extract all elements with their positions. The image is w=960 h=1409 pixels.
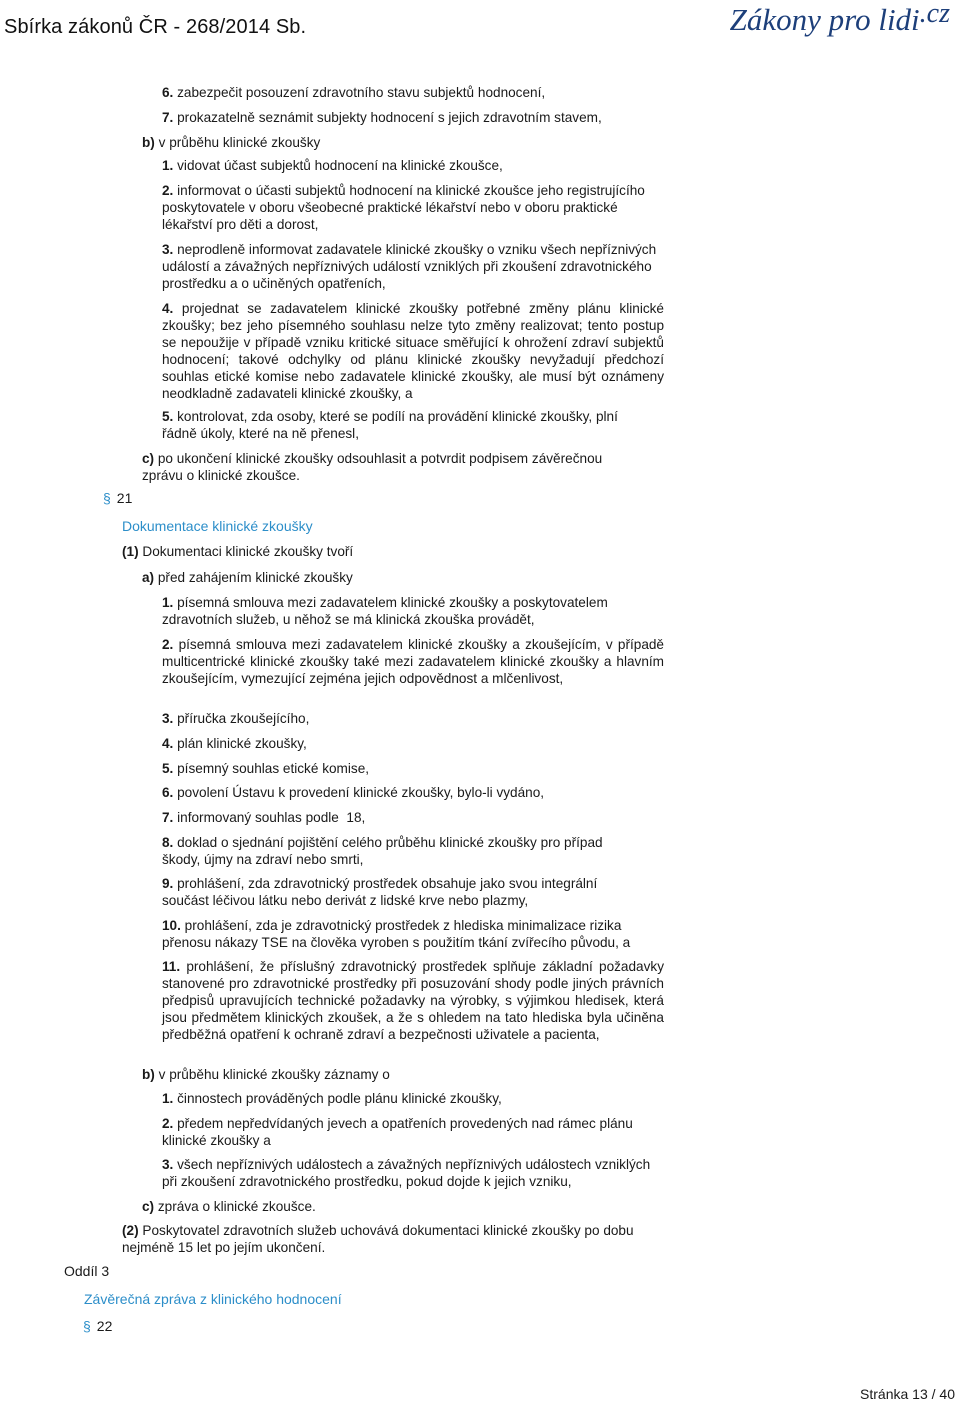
- list-item: 7. informovaný souhlas podle 18,: [162, 810, 366, 825]
- list-item: 6. zabezpečit posouzení zdravotního stavu subjektů hodnocení,: [162, 85, 546, 100]
- list-item: 2. písemná smlouva mezi zadavatelem klinické zkoušky a zkoušejícím, v případě multicentrické klinické zkoušky také mezi zadavatelem klinické zkoušky a hlavním zkoušejícím, vymezující zejména jejich odpovědnost a mlčenlivost,: [162, 637, 664, 686]
- letter-item: c) zpráva o klinické zkoušce.: [142, 1199, 316, 1214]
- page-number: Stránka 13 / 40: [860, 1386, 955, 1402]
- site-logo[interactable]: [730, 2, 950, 38]
- paragraph-number: 21: [116, 490, 133, 506]
- list-item: 2. předem nepředvídaných jevech a opatřeních provedených nad rámec plánu klinické zkoušky a: [162, 1116, 633, 1148]
- list-item: 8. doklad o sjednání pojištění celého průběhu klinické zkoušky pro případ škody, újmy na zdraví nebo smrti,: [162, 835, 603, 867]
- subsection: (2) Poskytovatel zdravotních služeb uchovává dokumentaci klinické zkoušky po dobu nejméně 15 let po jejím ukončení.: [122, 1223, 634, 1255]
- subsection: (1) Dokumentaci klinické zkoušky tvoří: [122, 544, 354, 559]
- letter-item: c) po ukončení klinické zkoušky odsouhlasit a potvrdit podpisem závěrečnou zprávu o klinické zkoušce.: [142, 451, 603, 483]
- list-item: 4. projednat se zadavatelem klinické zkoušky potřebné změny plánu klinické zkoušky; bez jeho písemného souhlasu nelze tyto změny realizovat; tento postup se nepoužije v případě vzniku kritické situace směřující k ohrožení zdraví subjektů hodnocení; takové odchylky od plánu klinické zkoušky nevyžadují předchozí souhlas etické komise nebo zadavatele klinické zkoušky, ale musí být oznámeny neodkladně zadavateli klinické zkoušky, a: [162, 301, 664, 401]
- list-item: 1. písemná smlouva mezi zadavatelem klinické zkoušky a poskytovatelem zdravotních služeb, u něhož se má klinická zkouška provádět,: [162, 595, 608, 627]
- list-item: 6. povolení Ústavu k provedení klinické zkoušky, bylo-li vydáno,: [162, 785, 545, 800]
- letter-item: b) v průběhu klinické zkoušky záznamy o: [142, 1067, 390, 1082]
- list-item: 3. neprodleně informovat zadavatele klinické zkoušky o vzniku všech nepříznivých událostí a závažných nepříznivých událostí vzniklých při zkoušení zdravotnického prostředku a o učiněných opatřeních,: [162, 242, 657, 291]
- paragraph-number: 22: [96, 1318, 113, 1334]
- paragraph-sign: §: [83, 1318, 91, 1334]
- list-item: 4. plán klinické zkoušky,: [162, 736, 307, 751]
- paragraph-22-marker: [83, 1318, 112, 1334]
- list-item: 9. prohlášení, zda zdravotnický prostředek obsahuje jako svou integrální součást léčivou látku nebo derivát z lidské krve nebo plazmy,: [162, 876, 598, 908]
- paragraph-21-marker: [103, 490, 132, 506]
- list-item: 3. všech nepříznivých událostech a závažných nepříznivých událostech vzniklých při zkoušení zdravotnického prostředku, pokud dojde k jejich vzniku,: [162, 1157, 651, 1189]
- logo-suffix: .cz: [919, 0, 950, 29]
- list-item: 5. písemný souhlas etické komise,: [162, 761, 370, 776]
- list-item: 10. prohlášení, zda je zdravotnický prostředek z hlediska minimalizace rizika přenosu nákazy TSE na člověka vyroben s použitím tkání zvířecího původu, a: [162, 918, 631, 950]
- section-heading: Závěrečná zpráva z klinického hodnocení: [84, 1291, 342, 1307]
- document-title: Sbírka zákonů ČR - 268/2014 Sb.: [4, 16, 307, 38]
- list-item: 5. kontrolovat, zda osoby, které se podílí na provádění klinické zkoušky, plní řádně úkoly, které na ně přenesl,: [162, 409, 618, 441]
- division-label: Oddíl 3: [64, 1263, 110, 1279]
- list-item: 1. činnostech prováděných podle plánu klinické zkoušky,: [162, 1091, 502, 1106]
- list-item: 3. příručka zkoušejícího,: [162, 711, 310, 726]
- letter-item: a) před zahájením klinické zkoušky: [142, 570, 353, 585]
- letter-item: b) v průběhu klinické zkoušky: [142, 135, 321, 150]
- section-heading: Dokumentace klinické zkoušky: [122, 518, 313, 534]
- list-item: 1. vidovat účast subjektů hodnocení na klinické zkoušce,: [162, 158, 503, 173]
- list-item: 11. prohlášení, že příslušný zdravotnický prostředek splňuje základní požadavky stanovené pro zdravotnické prostředky při posuzování shody podle jiných právních předpisů upravujících technické požadavky na výrobky, s výjimkou hledisek, která jsou předmětem klinických zkoušek, a že s ohledem na tato hlediska byla učiněna předběžná opatření k ochraně zdraví a bezpečnosti uživatele a pacienta,: [162, 959, 664, 1042]
- list-item: 7. prokazatelně seznámit subjekty hodnocení s jejich zdravotním stavem,: [162, 110, 602, 125]
- paragraph-sign: §: [103, 490, 111, 506]
- page-header: [0, 0, 960, 55]
- logo-text: Zákony pro lidi: [729, 2, 920, 37]
- list-item: 2. informovat o účasti subjektů hodnocení na klinické zkoušce jeho registrujícího poskytovatele v oboru všeobecné praktické lékařství nebo v oboru praktické lékařství pro děti a dorost,: [162, 183, 645, 232]
